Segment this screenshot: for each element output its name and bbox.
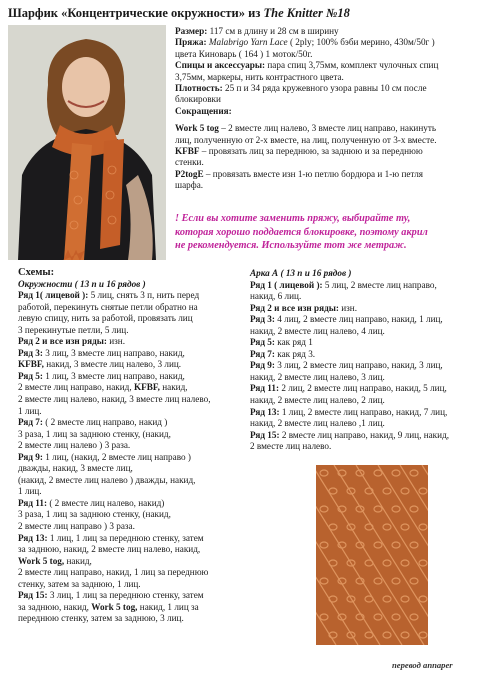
title-text: Шарфик «Концентрические окружности» из <box>8 6 264 20</box>
row-text: 3 перекинутые петли, 5 лиц. <box>18 324 129 335</box>
row-label: Ряд 5: <box>18 370 43 381</box>
size-value: 117 см в длину и 28 см в ширину <box>207 26 339 36</box>
row-text: ( 2 вместе лиц налево, накид) <box>47 497 165 508</box>
instruction-line <box>250 430 482 442</box>
row-text: переднюю стенку, затем за заднюю, 3 лиц. <box>18 613 184 624</box>
abbr-work5tog-text-2: лиц, полученную от 2-х вместе, на лиц, полученную от 3-х вместе. <box>175 134 437 145</box>
instruction-line <box>250 418 482 430</box>
needles-value-2: 3,75мм, маркеры, нить контрастного цвета. <box>175 71 344 82</box>
note-line: ! Если вы хотите заменить пряжу, выбирайте ту, <box>175 213 411 224</box>
row-text: как ряд 3. <box>274 348 316 359</box>
row-text: накид, 3 вместе лиц налево, 3 лиц. <box>43 359 182 370</box>
instruction-line <box>250 280 482 292</box>
instruction-line <box>18 452 246 464</box>
note-line: не рекомендуется. Используйте тот же метраж. <box>175 240 407 251</box>
instruction-line <box>250 407 482 419</box>
row-label: Work 5 tog, <box>18 555 65 566</box>
instruction-line <box>18 429 246 441</box>
schemes-heading: Схемы: <box>18 267 55 278</box>
row-label: Ряд 2 и все изн ряды: <box>18 336 107 347</box>
row-label: Ряд 1( лицевой ): <box>18 290 89 301</box>
instruction-line <box>18 290 246 302</box>
instruction-line <box>18 348 246 360</box>
row-text: 1 лиц, (накид, 2 вместе лиц направо ) <box>42 451 191 462</box>
row-label: Ряд 15: <box>18 590 48 601</box>
row-text: 2 вместе лиц направо, накид, 9 лиц, накид, <box>279 429 450 440</box>
instruction-line <box>18 371 246 383</box>
instruction-line <box>250 337 482 349</box>
instruction-line <box>18 336 246 348</box>
abbreviations-label: Сокращения: <box>175 105 232 116</box>
row-text: 3 лиц, 3 вместе лиц направо, накид, <box>42 347 185 358</box>
row-label: Ряд 2 и все изн ряды: <box>250 302 339 313</box>
abbr-p2toge-text: – провязать вместе изн 1-ю петлю бордюра и 1-ю петля <box>203 168 424 179</box>
row-text: 3 лиц, 2 вместе лиц направо, накид, 3 лиц, <box>274 360 443 371</box>
instruction-line <box>18 556 246 568</box>
row-text: за заднюю, накид, 2 вместе лиц налево, накид, <box>18 544 201 555</box>
row-label: Work 5 tog, <box>91 601 138 612</box>
row-text: дважды, накид, 3 вместе лиц, <box>18 463 133 474</box>
row-text: 1 лиц, 1 лиц за переднюю стенку, затем <box>47 532 204 543</box>
row-text: накид, 2 вместе лиц налево, 4 лиц. <box>250 325 385 336</box>
row-text: 2 вместе лиц направо ) 3 раза. <box>18 521 135 532</box>
instruction-line <box>250 349 482 361</box>
yarn-brand: Malabrigo Yarn Lace <box>206 37 288 48</box>
row-label: Ряд 3: <box>18 347 43 358</box>
row-text: 2 вместе лиц налево. <box>250 441 332 452</box>
instruction-line <box>250 291 482 303</box>
row-text: 3 лиц, 1 лиц за переднюю стенку, затем <box>47 590 204 601</box>
instruction-line <box>18 325 246 337</box>
instruction-line <box>18 486 246 498</box>
abbr-kfbf-text-2: стенки. <box>175 157 204 168</box>
instruction-line <box>250 372 482 384</box>
instruction-line <box>18 475 246 487</box>
row-text: стенку, затем за заднюю, 1 лиц. <box>18 578 141 589</box>
row-text: 1 лиц. <box>18 405 42 416</box>
gauge-value: 25 п и 34 ряда кружевного узора равны 10 см после <box>222 83 427 94</box>
row-list <box>18 290 246 625</box>
circles-chart-instructions <box>18 267 246 625</box>
gauge-value-2: блокировки <box>175 94 221 105</box>
row-label: Ряд 9: <box>250 360 275 371</box>
abbr-p2toge-label: P2togE <box>175 168 204 179</box>
row-text: накид, 6 лиц. <box>250 291 302 302</box>
instruction-line <box>18 440 246 452</box>
instruction-line <box>18 313 246 325</box>
row-label: Ряд 15: <box>250 429 280 440</box>
row-label: Ряд 7: <box>18 417 43 428</box>
instruction-line <box>250 395 482 407</box>
yarn-label: Пряжа: <box>175 37 207 48</box>
row-text: левую спицу, нить за работой, провязать лиц <box>18 313 193 324</box>
abbr-kfbf-label: KFBF <box>175 146 200 157</box>
row-text: 2 вместе лиц налево, накид, 3 вместе лиц налево, <box>18 394 211 405</box>
instruction-line <box>18 567 246 579</box>
instruction-line <box>18 406 246 418</box>
instruction-line <box>18 544 246 556</box>
instruction-line <box>18 579 246 591</box>
model-photo <box>8 25 166 260</box>
yarn-color: цвета Киноварь ( 164 ) 1 моток/50г. <box>175 48 313 59</box>
instruction-line <box>250 326 482 338</box>
instruction-line <box>250 383 482 395</box>
row-text: ( 2 вместе лиц направо, накид ) <box>42 417 168 428</box>
row-text: работой, перекинуть снятые петли обратно на <box>18 301 198 312</box>
row-text: 1 лиц, 2 вместе лиц направо, накид, 7 лиц, <box>279 406 448 417</box>
row-text: 2 лиц, 2 вместе лиц направо, накид, 5 лиц, <box>279 383 447 394</box>
instruction-line <box>18 359 246 371</box>
instruction-line <box>18 509 246 521</box>
size-label: Размер: <box>175 26 208 36</box>
row-text: 3 раза, 1 лиц за заднюю стенку, (накид, <box>18 509 171 520</box>
row-label: Ряд 13: <box>250 406 280 417</box>
row-text: 5 лиц, 2 вместе лиц направо, <box>322 279 437 290</box>
yarn-substitution-note <box>175 212 480 253</box>
row-text: 2 вместе лиц налево ) 3 раза. <box>18 440 131 451</box>
row-label: Ряд 5: <box>250 337 275 348</box>
magazine-name: The Knitter №18 <box>263 6 350 20</box>
row-label: Ряд 11: <box>18 497 48 508</box>
abbr-p2toge-text-2: шарфа. <box>175 180 204 191</box>
instruction-line <box>18 463 246 475</box>
row-text: накид, <box>64 555 92 566</box>
row-text: (накид, 2 вместе лиц налево ) дважды, накид, <box>18 474 196 485</box>
row-label: KFBF, <box>18 359 44 370</box>
row-label: KFBF, <box>133 382 160 393</box>
abbr-kfbf-text: – провязать лиц за переднюю, за заднюю и за переднюю <box>199 146 423 157</box>
instruction-line <box>250 441 482 453</box>
page-title <box>8 6 482 21</box>
row-text: накид, 1 лиц за <box>137 601 199 612</box>
note-line: которая хорошо поддается блокировке, поэтому акрил <box>175 226 428 238</box>
lace-swatch-photo <box>316 465 428 645</box>
translation-credit: перевод annaper <box>392 660 453 670</box>
row-label: Ряд 1 ( лицевой ): <box>250 279 323 290</box>
instruction-line <box>250 314 482 326</box>
row-text: 1 лиц, 3 вместе лиц направо, накид, <box>42 370 185 381</box>
row-text: 4 лиц, 2 вместе лиц направо, накид, 1 лиц, <box>274 314 443 325</box>
row-text: 3 раза, 1 лиц за заднюю стенку, (накид, <box>18 428 171 439</box>
row-text: накид, 2 вместе лиц налево, 2 лиц. <box>250 395 385 406</box>
row-text: накид, 2 вместе лиц налево ,1 лиц. <box>250 418 385 429</box>
abbr-work5tog-label: Work 5 tog <box>175 123 219 134</box>
row-text: изн. <box>106 336 126 347</box>
instruction-line <box>18 613 246 625</box>
abbr-work5tog-text: – 2 вместе лиц налево, 3 вместе лиц направо, накинуть <box>218 123 437 134</box>
row-text: изн. <box>338 302 358 313</box>
needles-label: Спицы и аксессуары: <box>175 60 266 71</box>
yarn-details: ( 2ply; 100% бэби мерино, 430м/50г ) <box>287 37 435 48</box>
row-label: Ряд 13: <box>18 532 48 543</box>
instruction-line <box>18 394 246 406</box>
row-label: Ряд 7: <box>250 348 275 359</box>
arch-subheading: Арка А ( 13 п и 16 рядов ) <box>250 268 352 278</box>
instruction-line <box>18 498 246 510</box>
instruction-line <box>18 590 246 602</box>
instruction-line <box>250 303 482 315</box>
row-text: как ряд 1 <box>274 337 313 348</box>
arch-a-instructions <box>250 268 482 453</box>
row-text: за заднюю, накид, <box>18 601 92 612</box>
instruction-line <box>18 533 246 545</box>
row-text: накид, <box>159 382 188 393</box>
row-text: накид, 2 вместе лиц налево, 3 лиц. <box>250 371 385 382</box>
instruction-line <box>18 602 246 614</box>
gauge-label: Плотность: <box>175 83 223 94</box>
row-text: 1 лиц. <box>18 486 42 497</box>
row-label: Ряд 9: <box>18 451 43 462</box>
instruction-line <box>18 417 246 429</box>
row-text: 2 вместе лиц направо, накид, 1 лиц за переднюю <box>18 567 209 578</box>
specs-block <box>175 26 480 192</box>
row-label: Ряд 3: <box>250 314 275 325</box>
needles-value: пара спиц 3,75мм, комплект чулочных спиц <box>265 60 439 71</box>
row-label: Ряд 11: <box>250 383 280 394</box>
instruction-line <box>18 382 246 394</box>
instruction-line <box>250 360 482 372</box>
instruction-line <box>18 302 246 314</box>
circles-subheading: Окружности ( 13 п и 16 рядов ) <box>18 278 146 289</box>
row-list <box>250 280 482 453</box>
instruction-line <box>18 521 246 533</box>
row-text: 5 лиц, снять 3 п, нить перед <box>88 290 200 301</box>
row-text: 2 вместе лиц направо, накид, <box>18 382 134 393</box>
